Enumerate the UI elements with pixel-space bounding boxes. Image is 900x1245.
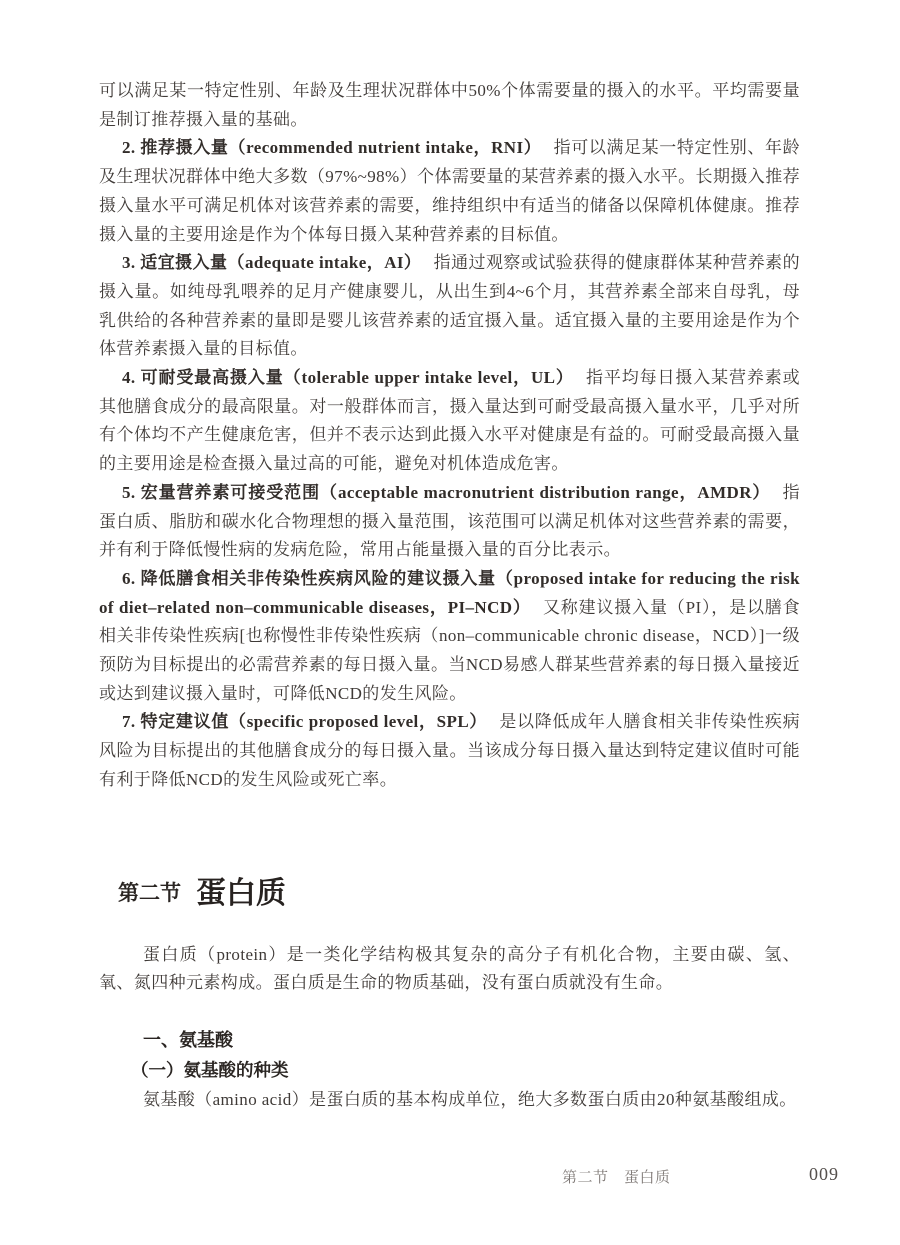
definition-paragraph-spl [99,708,800,794]
definition-term: 5. 宏量营养素可接受范围（acceptable macronutrient distribution range，AMDR） [122,482,771,502]
protein-intro-text: 蛋白质（protein）是一类化学结构极其复杂的高分子有机化合物，主要由碳、氢、氧、氮四种元素构成。蛋白质是生命的物质基础，没有蛋白质就没有生命。 [99,944,800,993]
continuation-text: 可以满足某一特定性别、年龄及生理状况群体中50%个体需要量的摄入的水平。平均需要量是制订推荐摄入量的基础。 [99,81,800,129]
definition-text: 指蛋白质、脂肪和碳水化合物理想的摄入量范围，该范围可以满足机体对这些营养素的需要，并有利于降低慢性病的发病危险，常用占能量摄入量的百分比表示。 [99,482,800,560]
definition-paragraph-ai [99,249,800,364]
section-number-label: 第二节 [118,881,181,906]
footer-section-label: 第二节 蛋白质 [562,1170,671,1186]
amino-acid-paragraph [99,1086,800,1115]
subsubsection-title-amino-acid-types: （一）氨基酸的种类 [131,1059,289,1080]
subsection-title-amino-acids: 一、氨基酸 [143,1029,233,1050]
definition-paragraph-ul [99,364,800,479]
protein-intro-paragraph [99,941,800,998]
definition-term: 3. 适宜摄入量（adequate intake，AI） [122,253,422,273]
definition-text: 指可以满足某一特定性别、年龄及生理状况群体中绝大多数（97%~98%）个体需要量的某营养素的摄入水平。长期摄入推荐摄入量水平可满足机体对该营养素的需要，维持组织中有适当的储备以保障机体健康。推荐摄入量的主要用途是作为个体每日摄入某种营养素的目标值。 [99,138,800,244]
definition-text: 是以降低成年人膳食相关非传染性疾病风险为目标提出的其他膳食成分的每日摄入量。当该成分每日摄入量达到特定建议值时可能有利于降低NCD的发生风险或死亡率。 [99,712,800,789]
definition-text: 又称建议摄入量（PI），是以膳食相关非传染性疾病[也称慢性非传染性疾病（non–communicable chronic disease，NCD）]一级预防为目标提出的必需营养素的每日摄入量。当NCD易感人群某些营养素的每日摄入量接近或达到建议摄入量时，可降低NCD的发生风险。 [99,597,801,703]
footer-page-number: 009 [809,1164,839,1184]
definition-term: 6. 降低膳食相关非传染性疾病风险的建议摄入量（proposed intake for reducing the risk of diet–related non–communicable diseases，PI–NCD） [99,568,800,617]
text-column [99,77,800,1115]
definition-term: 4. 可耐受最高摄入量（tolerable upper intake level，UL） [122,368,574,388]
continuation-paragraph [99,77,800,134]
section-title: 蛋白质 [196,876,286,910]
definition-term: 2. 推荐摄入量（recommended nutrient intake，RNI） [122,138,542,158]
section-heading [118,870,800,910]
definition-paragraph-amdr [99,479,800,565]
page-footer [0,1166,900,1190]
amino-acid-text: 氨基酸（amino acid）是蛋白质的基本构成单位，绝大多数蛋白质由20种氨基酸组成。 [143,1089,797,1109]
definition-paragraph-pincd [99,565,800,709]
definition-term: 7. 特定建议值（specific proposed level，SPL） [122,712,488,732]
definition-text: 指平均每日摄入某营养素或其他膳食成分的最高限量。对一般群体而言，摄入量达到可耐受最高摄入量水平，几乎对所有个体均不产生健康危害，但并不表示达到此摄入水平对健康是有益的。可耐受最高摄入量的主要用途是检查摄入量过高的可能，避免对机体造成危害。 [99,368,800,474]
definition-text: 指通过观察或试验获得的健康群体某种营养素的摄入量。如纯母乳喂养的足月产健康婴儿，从出生到4~6个月，其营养素全部来自母乳，母乳供给的各种营养素的量即是婴儿该营养素的适宜摄入量。适宜摄入量的主要用途是作为个体营养素摄入量的目标值。 [99,253,801,359]
definition-paragraph-rni [99,134,800,249]
